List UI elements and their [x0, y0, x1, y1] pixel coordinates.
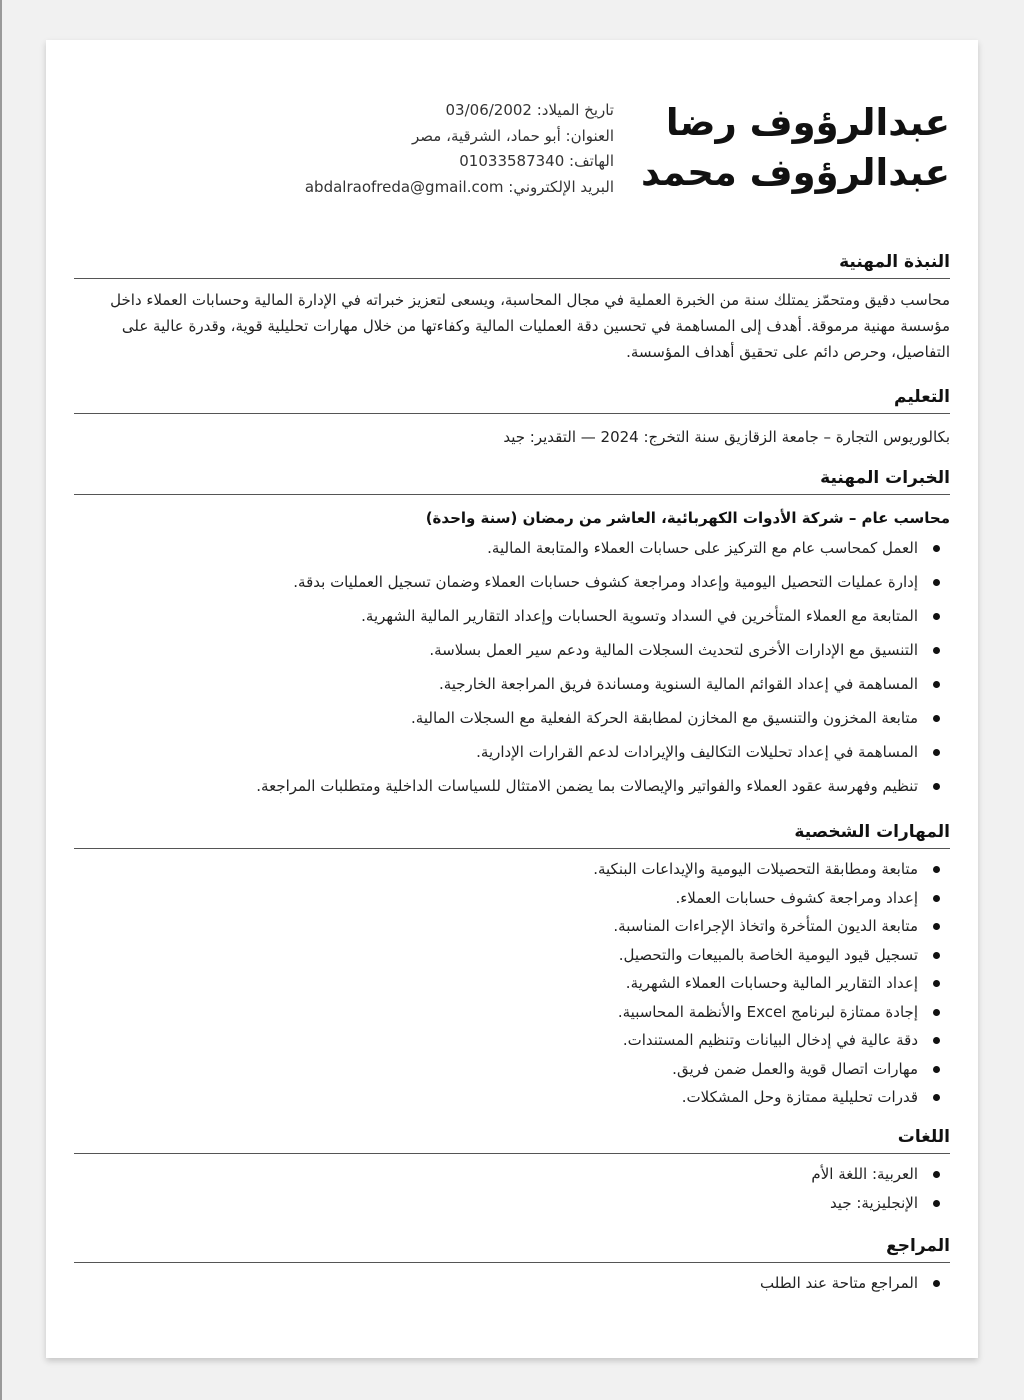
phone: الهاتف: 01033587340 [459, 152, 614, 170]
references-list [74, 1269, 950, 1298]
list-item: المراجع متاحة عند الطلب [74, 1269, 950, 1298]
skills-list [74, 855, 950, 1112]
experience-section [74, 468, 950, 803]
bullet-icon [933, 1280, 940, 1287]
bullet-icon [933, 783, 940, 790]
list-item: مهارات اتصال قوية والعمل ضمن فريق. [74, 1055, 950, 1084]
candidate-name [630, 98, 950, 198]
bullet-icon [933, 923, 940, 930]
job-title: محاسب عام – شركة الأدوات الكهربائية، العاشر من رمضان (سنة واحدة) [425, 509, 950, 527]
bullet-icon [933, 613, 940, 620]
bullet-icon [933, 1200, 940, 1207]
viewer-edge [0, 0, 2, 1400]
education-section [74, 387, 950, 450]
summary-title: النبذة المهنية [74, 252, 950, 279]
skills-section [74, 822, 950, 1112]
bullet-icon [933, 545, 940, 552]
bullet-icon [933, 895, 940, 902]
bullet-icon [933, 1037, 940, 1044]
list-item: تنظيم وفهرسة عقود العملاء والفواتير والإيصالات بما يضمن الامتثال للسياسات الداخلية ومتطلبات المراجعة. [74, 769, 950, 803]
list-item: قدرات تحليلية ممتازة وحل المشكلات. [74, 1083, 950, 1112]
languages-title: اللغات [74, 1127, 950, 1154]
bullet-icon [933, 749, 940, 756]
bullet-icon [933, 579, 940, 586]
languages-list [74, 1160, 950, 1217]
bullet-icon [933, 715, 940, 722]
bullet-icon [933, 1066, 940, 1073]
experience-list [74, 531, 950, 803]
summary-section [74, 252, 950, 365]
list-item: دقة عالية في إدخال البيانات وتنظيم المستندات. [74, 1026, 950, 1055]
list-item: المساهمة في إعداد تحليلات التكاليف والإيرادات لدعم القرارات الإدارية. [74, 735, 950, 769]
list-item: العمل كمحاسب عام مع التركيز على حسابات العملاء والمتابعة المالية. [74, 531, 950, 565]
list-item: متابعة المخزون والتنسيق مع المخازن لمطابقة الحركة الفعلية مع السجلات المالية. [74, 701, 950, 735]
skills-title: المهارات الشخصية [74, 822, 950, 849]
list-item: متابعة ومطابقة التحصيلات اليومية والإيداعات البنكية. [74, 855, 950, 884]
bullet-icon [933, 1094, 940, 1101]
bullet-icon [933, 647, 940, 654]
list-item: التنسيق مع الإدارات الأخرى لتحديث السجلات المالية ودعم سير العمل بسلاسة. [74, 633, 950, 667]
experience-title: الخبرات المهنية [74, 468, 950, 495]
references-section [74, 1236, 950, 1298]
references-title: المراجع [74, 1236, 950, 1263]
email: البريد الإلكتروني: abdalraofreda@gmail.com [304, 177, 614, 196]
birth-date: تاريخ الميلاد: 03/06/2002 [445, 101, 614, 119]
list-item: متابعة الديون المتأخرة واتخاذ الإجراءات المناسبة. [74, 912, 950, 941]
address: العنوان: أبو حماد، الشرقية، مصر [412, 126, 614, 145]
list-item: المساهمة في إعداد القوائم المالية السنوية ومساندة فريق المراجعة الخارجية. [74, 667, 950, 701]
bullet-icon [933, 1171, 940, 1178]
languages-section [74, 1127, 950, 1217]
list-item: الإنجليزية: جيد [74, 1189, 950, 1218]
summary-text: محاسب دقيق ومتحمّز يمتلك سنة من الخبرة العملية في مجال المحاسبة، ويسعى لتعزيز خبراته في الإدارة المالية وحسابات العملاء داخل مؤسسة مهنية مرموقة. أهدف إلى المساهمة في تحسين دقة العمليات المالية وكفاءتها من خلال مهارات تحليلية قوية، وقدرة عالية على التفاصيل، وحرص دائم على تحقيق أهداف المؤسسة. [110, 291, 950, 361]
list-item: إجادة ممتازة لبرنامج Excel والأنظمة المحاسبية. [74, 998, 950, 1027]
name-line-2: عبدالرؤوف محمد [641, 151, 950, 194]
list-item: إعداد ومراجعة كشوف حسابات العملاء. [74, 884, 950, 913]
bullet-icon [933, 952, 940, 959]
bullet-icon [933, 681, 940, 688]
bullet-icon [933, 980, 940, 987]
resume-page [46, 40, 978, 1358]
list-item: إدارة عمليات التحصيل اليومية وإعداد ومراجعة كشوف حسابات العملاء وضمان تسجيل العمليات بدقة. [74, 565, 950, 599]
name-line-1: عبدالرؤوف رضا [665, 101, 950, 144]
education-title: التعليم [74, 387, 950, 414]
list-item: العربية: اللغة الأم [74, 1160, 950, 1189]
bullet-icon [933, 1009, 940, 1016]
list-item: تسجيل قيود اليومية الخاصة بالمبيعات والتحصيل. [74, 941, 950, 970]
education-text: بكالوريوس التجارة – جامعة الزقازيق سنة التخرج: 2024 — التقدير: جيد [503, 428, 950, 446]
bullet-icon [933, 866, 940, 873]
list-item: إعداد التقارير المالية وحسابات العملاء الشهرية. [74, 969, 950, 998]
list-item: المتابعة مع العملاء المتأخرين في السداد وتسوية الحسابات وإعداد التقارير المالية الشهرية. [74, 599, 950, 633]
contact-info [305, 98, 614, 200]
